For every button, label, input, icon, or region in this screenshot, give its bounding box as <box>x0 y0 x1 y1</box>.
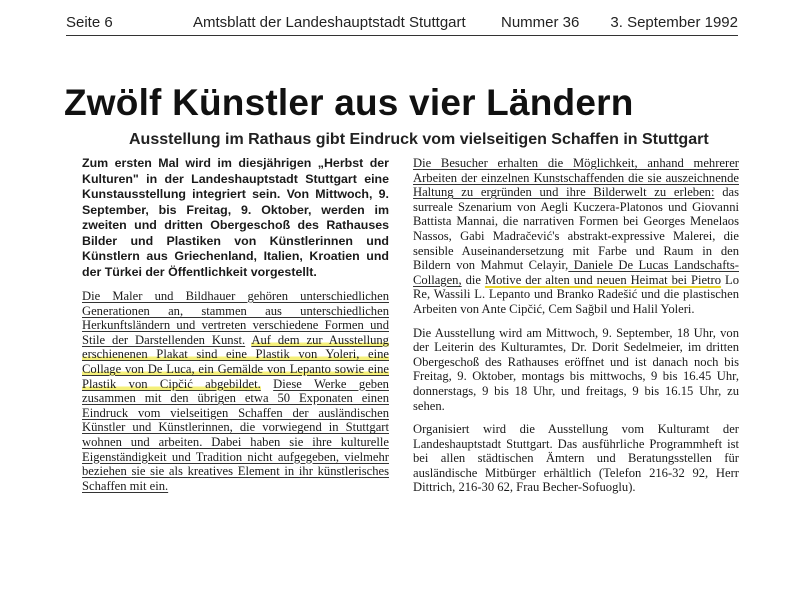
article-paragraph-4: Organisiert wird die Ausstellung vom Kulturamt der Landeshauptstadt Stuttgart. Das ausführliche Programmheft ist bei allen städtischen Ämtern und Beratungsstellen für ausländische Mitbürger erhältlich (Telefon 216-32 92, Herr Dittrich, 216-30 62, Frau Becher-Sofuoglu). <box>413 422 739 495</box>
underlined-text: Die Besucher erhalten die Möglichkeit, anhand mehrerer Arbeiten der einzelnen Kunstschaffenden die sie auszeichnende Haltung zu ergründen und ihre Bilderwelt zu erleben: <box>413 156 739 200</box>
article-paragraph-2 <box>413 156 739 317</box>
highlighted-text: Motive der alten und neuen Heimat bei Pietro <box>484 272 722 287</box>
article-paragraph-3: Die Ausstellung wird am Mittwoch, 9. September, 18 Uhr, von der Leiterin des Kulturamtes, Dr. Dorit Sedelmeier, im dritten Obergeschoß des Rathauses eröffnet und ist danach noch bis Freitag, 9. Oktober, montags bis mittwochs, 9 bis 16.45 Uhr, donnerstags, 9 bis 18 Uhr, und freitags, 9 bis 16.15 Uhr, zu sehen. <box>413 325 739 413</box>
body-text: die <box>461 272 485 287</box>
body-text: das surreale Szenarium von Aegli Kuczera-Platonos und Giovanni Battista Mannai, die narrativen Formen bei Georges Menelaos Nassos, Gabi Madračević's abstrakt-expressive Malerei, die sensible Auseinandersetzung mit Farbe und Raum in den Bildern von Mahmut Celayir, <box>413 185 739 273</box>
article-column-right <box>413 156 739 495</box>
underlined-text: Diese Werke geben zusammen mit den übrigen etwa 50 Exponaten einen Eindruck vom vielseitigen Schaffen der ausländischen Künstler und Künstlerinnen, die vorwiegend in Stuttgart wohnen und arbeiten. Dabei haben sie ihre kulturelle Eigenständigkeit und Tradition nicht aufgegeben, vielmehr beziehen sie sie als kreatives Element in ihr künstlerisches Schaffen mit ein. <box>82 376 389 493</box>
highlighted-text: Auf dem zur Ausstellung erschienenen Plakat sind eine Plastik von Yoleri, eine Collage von De Luca, ein Gemälde von Lepanto sowie eine Plastik von Cipčić abgebildet. <box>82 332 389 391</box>
page-number: Seite 6 <box>66 14 113 31</box>
underlined-text: Die Maler und Bildhauer gehören unterschiedlichen Generationen an, stammen aus unterschiedlichen Herkunftsländern und vertreten verschiedene Formen und Stile der Darstellenden Kunst. <box>82 289 389 347</box>
publication-title: Amtsblatt der Landeshauptstadt Stuttgart <box>193 14 466 31</box>
underlined-text: Daniele De Lucas Landschafts-Collagen, <box>413 258 739 287</box>
article-lead: Zum ersten Mal wird im diesjährigen „Herbst der Kulturen" in der Landeshauptstadt Stuttgart eine Kunstausstellung integriert sein. Von Mittwoch, 9. September, bis Freitag, 9. Oktober, werden im zweiten und dritten Obergeschoß des Rathauses Bilder und Plastiken von Künstlerinnen und Künstlern aus Griechenland, Italien, Kroatien und der Türkei der Öffentlichkeit vorgestellt. <box>82 156 389 279</box>
article-subheadline: Ausstellung im Rathaus gibt Eindruck vom vielseitigen Schaffen in Stuttgart <box>129 131 709 148</box>
issue-number: Nummer 36 <box>501 14 580 31</box>
body-text: Lo Re, Wassili L. Lepanto und Branko Radešić und die plastischen Arbeiten von Ante Cipčić, Cem Sağbil und Halil Yoleri. <box>413 272 739 316</box>
article-paragraph-1 <box>82 289 389 493</box>
article-column-left <box>82 156 389 493</box>
article-headline: Zwölf Künstler aus vier Ländern <box>64 82 634 123</box>
page-header <box>66 11 738 36</box>
issue-date: 3. September 1992 <box>610 14 738 31</box>
